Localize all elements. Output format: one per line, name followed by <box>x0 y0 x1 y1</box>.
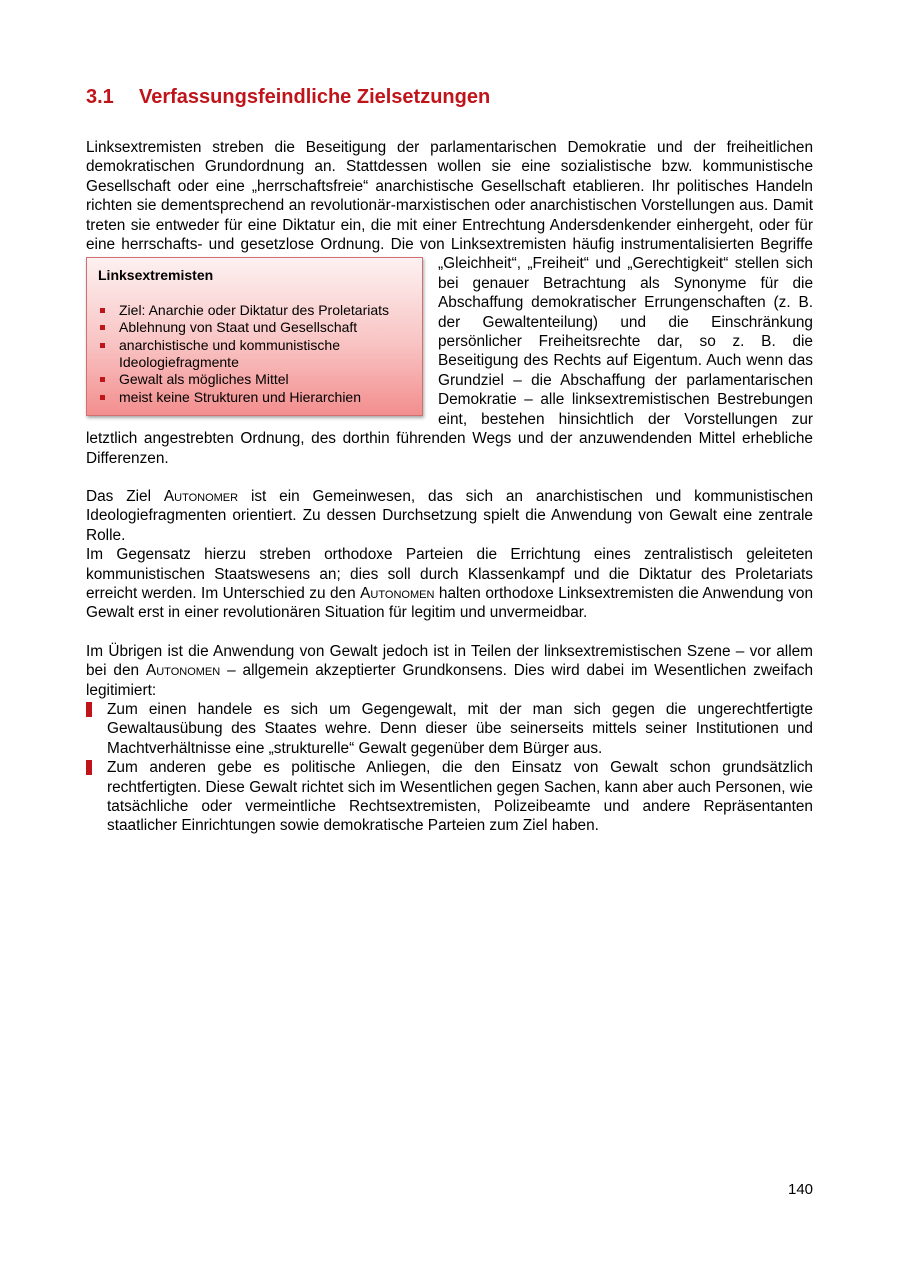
intro-text-part-2: häufig instrumentalisierten Begriffe „Gleichheit“, „Freiheit“ und „Gerechtigkeit“ stellen sich bei genauer Betrachtung als Synonyme für die Abschaffung demokratischer Errungenschaften (z. B. der Gewaltenteilung) und die Einschränkung persönlicher Freiheitsrechte dar, so z. B. die Beseitigung des Rechts auf Eigentum. Auch wenn das Grundziel – die Abschaffung der parlamentarischen Demokratie – alle linksextremistischen Bestrebungen eint, bestehen hinsichtlich der Vorstellungen zur letztlich angestrebten Ordnung, des dorthin führenden Wegs und der anzuwendenden Mittel erhebliche Differenzen. <box>86 236 813 467</box>
paragraph-autonome: Das Ziel Autonomer ist ein Gemeinwesen, das sich an anarchistischen und kommunistischen Ideologiefragmenten orientiert. Zu dessen Durchsetzung spielt die Anwendung von Gewalt eine zentrale Rolle. <box>86 487 814 544</box>
legitimation-item: Zum anderen gebe es politische Anliegen, die den Einsatz von Gewalt schon grundsätzlich rechtfertigten. Diese Gewalt richtet sich im Wesentlichen gegen Sachen, kann aber auch Personen, wie tatsächliche oder vermeintliche Rechtsextremisten, Polizeibeamte und andere Repräsentanten staatlicher Einrichtungen sowie demokratische Parteien zum Ziel haben. <box>86 758 813 836</box>
intro-text-part-1: Linksextremisten streben die Beseitigung der parlamentarischen Demokratie und der freiheitlichen demokratischen Grundordnung an. Stattdessen wollen sie eine sozialistische bzw. kommunistische Gesellschaft oder eine „herrschaftsfreie“ anarchistische Gesellschaft etablieren. Ihr politisches Handeln richten sie dementsprechend an revolutionär-marxistischen oder anarchistischen Vorstellungen aus. Damit treten sie entweder für eine Diktatur ein, die mit einer Entrechtung Andersdenkender einhergeht, oder für eine herrschafts- und gesetzlose Ordnung. Die von Linksextremisten <box>86 139 813 254</box>
section-number: 3.1 <box>86 86 114 108</box>
section-heading <box>86 86 490 109</box>
info-box-item: anarchistische und kommunistische Ideologiefragmente <box>98 337 412 372</box>
term-autonomer: Autonomer <box>163 487 239 505</box>
term-autonomen: Autonomen <box>145 662 221 680</box>
term-autonomen: Autonomen <box>360 584 435 602</box>
section-title: Verfassungsfeindliche Zielsetzungen <box>139 86 491 108</box>
info-box-item: Ablehnung von Staat und Gesellschaft <box>98 319 412 336</box>
info-box-item: meist keine Strukturen und Hierarchien <box>98 389 412 406</box>
legitimation-list <box>86 700 813 836</box>
paragraph-orthodox: Im Gegensatz hierzu streben orthodoxe Parteien die Errichtung eines zentralistisch geleiteten kommunistischen Staatswesens an; dies soll durch Klassenkampf und die Diktatur des Proletariats erreicht werden. Im Unterschied zu den Autonomen halten orthodoxe Linksextremisten die Anwendung von Gewalt erst in einer revolutionären Situation für legitim und unvermeidbar. <box>86 546 814 622</box>
info-box-title: Linksextremisten <box>98 267 214 284</box>
legitimation-item: Zum einen handele es sich um Gegengewalt, mit der man sich gegen die ungerechtfertigte Gewaltausübung des Staates wehre. Denn dieser übe seinerseits mittels seiner Institutionen und Machtverhältnisse eine „strukturelle“ Gewalt gegenüber dem Bürger aus. <box>86 700 813 758</box>
info-box-item: Gewalt als mögliches Mittel <box>98 371 412 388</box>
text-flow <box>86 138 813 836</box>
page-number: 140 <box>788 1181 814 1198</box>
info-box-item: Ziel: Anarchie oder Diktatur des Proletariats <box>98 302 412 319</box>
paragraph-gewalt: Im Übrigen ist die Anwendung von Gewalt jedoch ist in Teilen der linksextremistischen Szene – vor allem bei den Autonomen – allgemein akzeptierter Grundkonsens. Dies wird dabei im Wesentlichen zweifach legitimiert: <box>86 642 813 699</box>
paragraph-intro <box>86 138 813 468</box>
info-box-list <box>98 302 412 406</box>
info-box <box>86 257 423 416</box>
